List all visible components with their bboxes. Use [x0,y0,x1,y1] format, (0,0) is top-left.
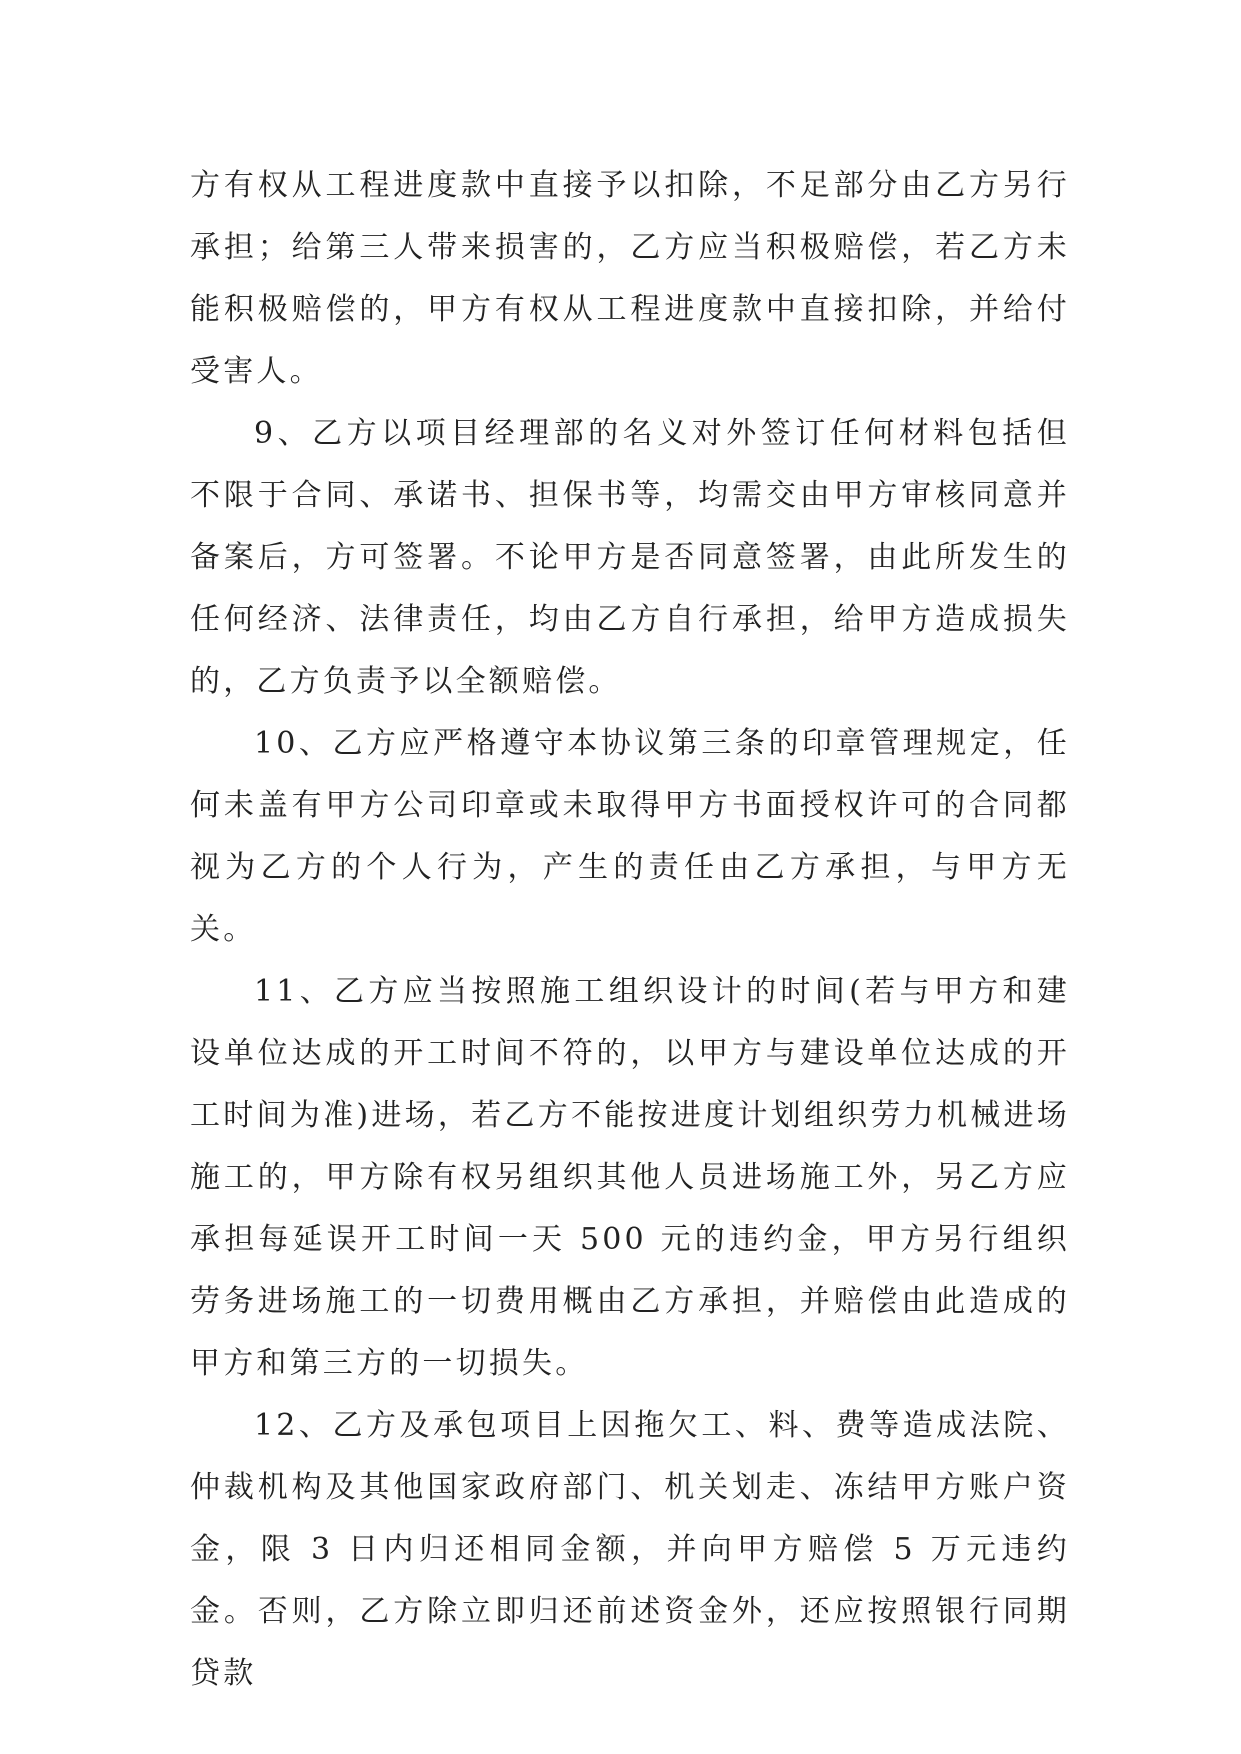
paragraph-continued: 方有权从工程进度款中直接予以扣除，不足部分由乙方另行承担；给第三人带来损害的，乙方应当积极赔偿，若乙方未能积极赔偿的，甲方有权从工程进度款中直接扣除，并给付受害人。 [190,168,1070,389]
paragraph-clause-10: 10、乙方应严格遵守本协议第三条的印章管理规定，任何未盖有甲方公司印章或未取得甲方书面授权许可的合同都视为乙方的个人行为，产生的责任由乙方承担，与甲方无关。 [190,726,1070,947]
paragraph-clause-11: 11、乙方应当按照施工组织设计的时间(若与甲方和建设单位达成的开工时间不符的，以甲方与建设单位达成的开工时间为准)进场，若乙方不能按进度计划组织劳力机械进场施工的，甲方除有权另组织其他人员进场施工外，另乙方应承担每延误开工时间一天 500 元的违约金，甲方另行组织劳务进场施工的一切费用概由乙方承担，并赔偿由此造成的甲方和第三方的一切损失。 [190,974,1070,1381]
document-body [190,155,1070,1705]
paragraph-clause-9: 9、乙方以项目经理部的名义对外签订任何材料包括但不限于合同、承诺书、担保书等，均需交由甲方审核同意并备案后，方可签署。不论甲方是否同意签署，由此所发生的任何经济、法律责任，均由乙方自行承担，给甲方造成损失的，乙方负责予以全额赔偿。 [190,416,1070,699]
paragraph-clause-12: 12、乙方及承包项目上因拖欠工、料、费等造成法院、仲裁机构及其他国家政府部门、机关划走、冻结甲方账户资金，限 3 日内归还相同金额，并向甲方赔偿 5 万元违约金。否则，乙方除立即归还前述资金外，还应按照银行同期贷款 [190,1408,1070,1691]
